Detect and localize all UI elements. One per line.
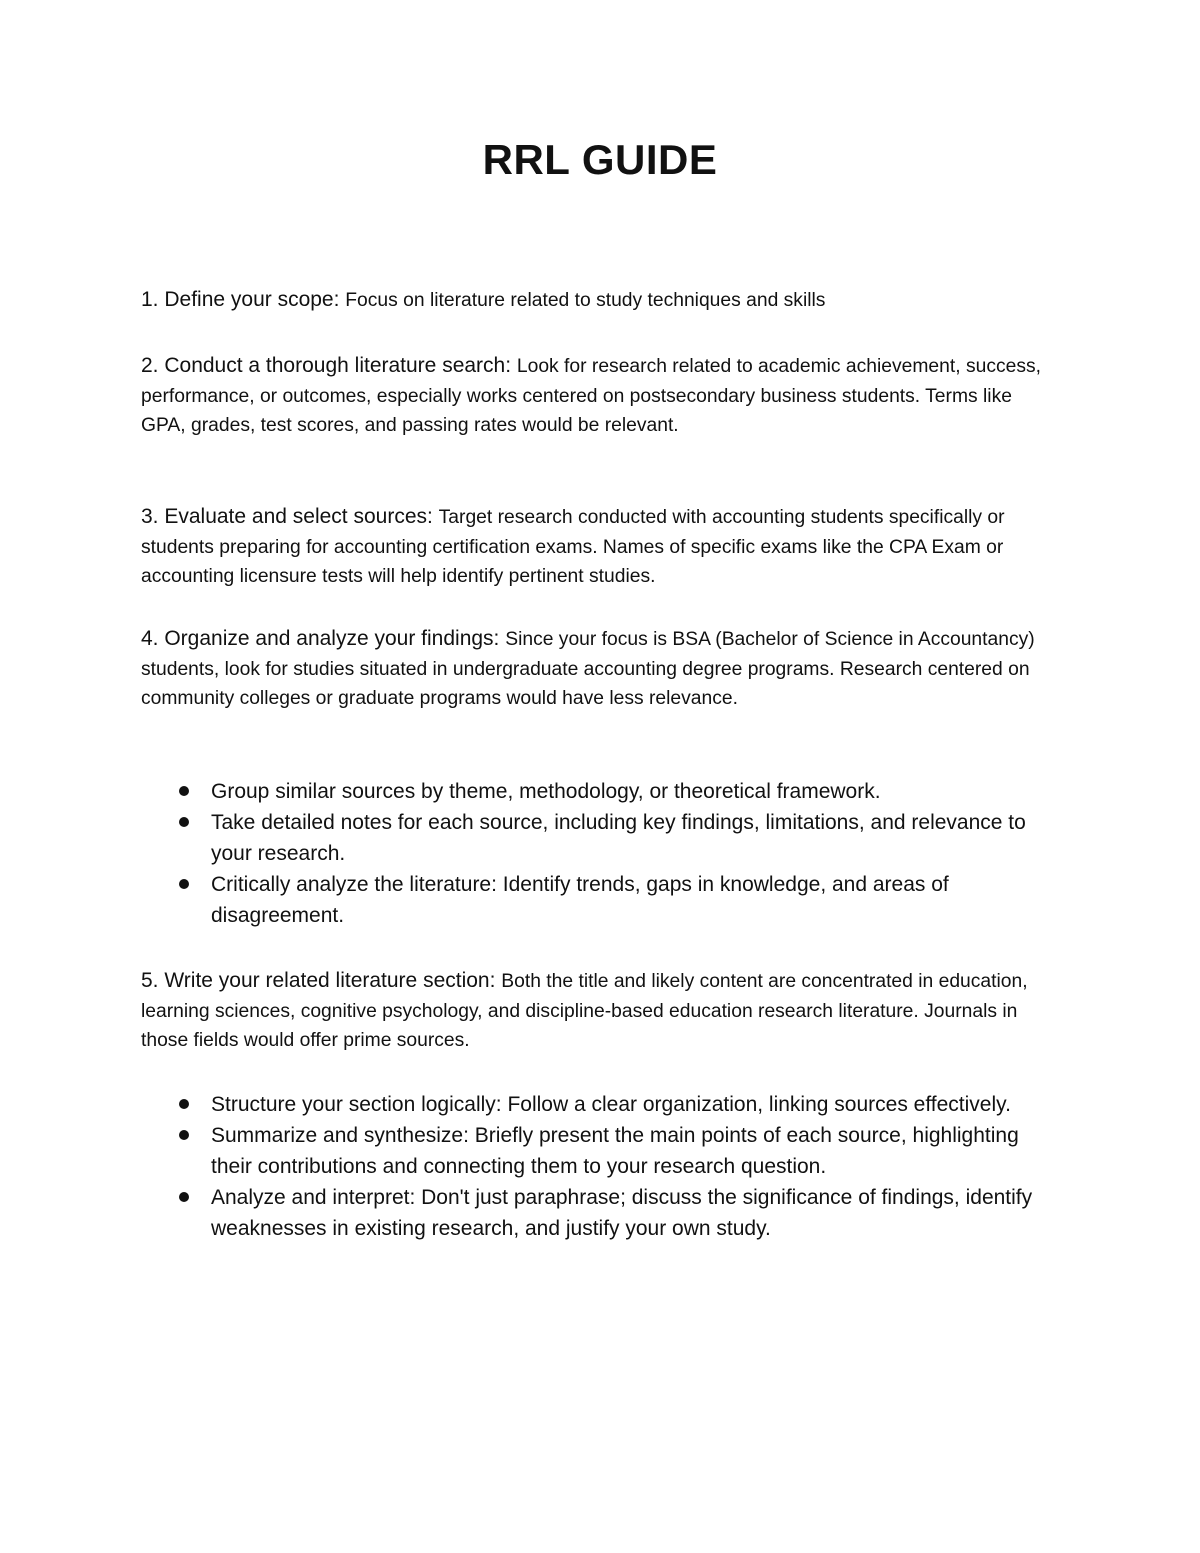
section-4-bullet-list [141,776,1041,931]
list-item-text: Critically analyze the literature: Identify trends, gaps in knowledge, and areas of disagreement. [211,873,949,927]
list-item-text: Structure your section logically: Follow a clear organization, linking sources effectively. [211,1093,1011,1116]
list-item-text: Group similar sources by theme, methodology, or theoretical framework. [211,780,881,803]
bullet-icon [179,786,189,796]
bullet-icon [179,1130,189,1140]
list-item [141,1089,1041,1120]
section-3 [141,503,1041,592]
section-5 [141,967,1041,1056]
section-4-lead: 4. Organize and analyze your findings: [141,627,506,650]
list-item [141,807,1041,869]
section-5-body: Both the title and likely content are concentrated in education, learning sciences, cognitive psychology, and discipline-based education research literature. Journals in those fields would offer prime sources. [141,971,1028,1051]
section-1-body: Focus on literature related to study techniques and skills [345,290,826,311]
list-item-text: Take detailed notes for each source, including key findings, limitations, and relevance to your research. [211,811,1026,865]
section-5-lead: 5. Write your related literature section: [141,969,502,992]
page-title: RRL GUIDE [482,136,718,183]
list-item-text: Summarize and synthesize: Briefly present the main points of each source, highlighting their contributions and connecting them to your research question. [211,1124,1019,1178]
section-5-bullet-list [141,1089,1041,1244]
bullet-icon [179,1099,189,1109]
bullet-icon [179,879,189,889]
section-2 [141,352,1041,441]
list-item [141,1120,1041,1182]
section-1-lead: 1. Define your scope: [141,288,346,311]
bullet-icon [179,1192,189,1202]
section-2-lead: 2. Conduct a thorough literature search: [141,354,517,377]
section-4-body: Since your focus is BSA (Bachelor of Science in Accountancy) students, look for studies situated in undergraduate accounting degree programs. Research centered on community colleges or graduate programs would have less relevance. [141,629,1035,709]
list-item [141,1182,1041,1244]
section-2-body: Look for research related to academic achievement, success, performance, or outcomes, especially works centered on postsecondary business students. Terms like GPA, grades, test scores, and passing rates would be relevant. [141,356,1041,436]
section-4 [141,625,1041,714]
list-item [141,776,1041,807]
bullet-icon [179,817,189,827]
list-item [141,869,1041,931]
list-item-text: Analyze and interpret: Don't just paraphrase; discuss the significance of findings, identify weaknesses in existing research, and justify your own study. [211,1186,1033,1240]
section-1 [141,286,1041,316]
section-3-lead: 3. Evaluate and select sources: [141,505,439,528]
section-3-body: Target research conducted with accounting students specifically or students preparing for accounting certification exams. Names of specific exams like the CPA Exam or accounting licensure tests will help identify pertinent studies. [141,507,1005,587]
